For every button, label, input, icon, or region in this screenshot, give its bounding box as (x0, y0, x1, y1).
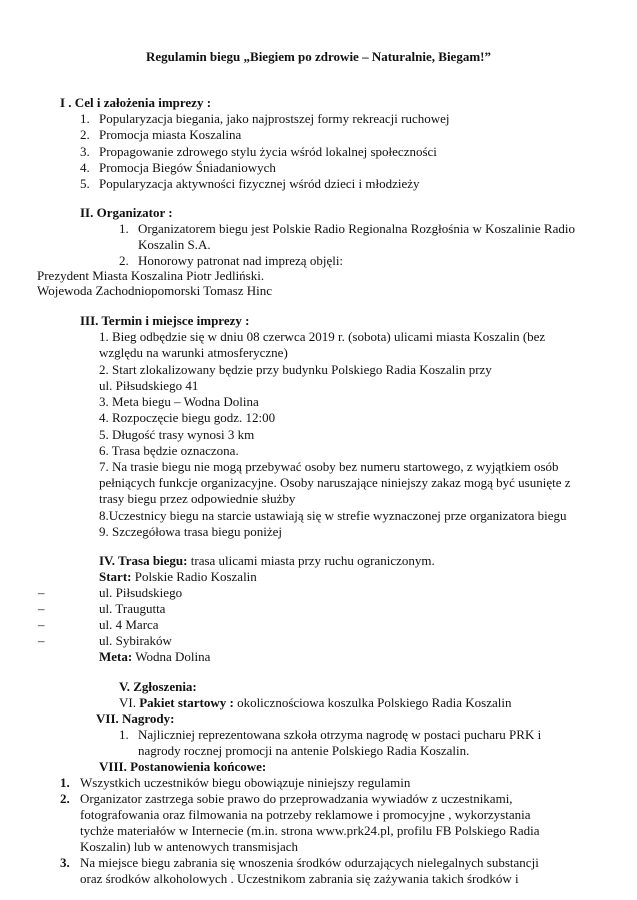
list-item: Popularyzacja aktywności fizycznej wśród dzieci i młodzieży (99, 176, 420, 191)
paragraph-line: względu na warunki atmosferyczne) (99, 345, 288, 360)
route-finish-label: Meta: (99, 649, 133, 664)
dash-bullet: – (38, 617, 45, 632)
list-item-number: 2. (60, 791, 70, 806)
list-item-number: 5. (80, 176, 90, 191)
section-5-heading: V. Zgłoszenia: (119, 679, 197, 694)
paragraph-line: 1. Bieg odbędzie się w dniu 08 czerwca 2019 r. (sobota) ulicami miasta Koszalin (bez (99, 329, 546, 344)
list-item-continuation: Koszalin) lub w antenowych transmisjach (80, 839, 299, 854)
paragraph-line: 4. Rozpoczęcie biegu godz. 12:00 (99, 410, 276, 425)
list-item: Organizatorem biegu jest Polskie Radio Regionalna Rozgłośnia w Koszalinie Radio (138, 221, 575, 236)
list-item-number: 3. (80, 144, 90, 159)
route-street: ul. Traugutta (99, 601, 166, 616)
section-6-heading: Pakiet startowy : (139, 695, 234, 710)
list-item-continuation: oraz środków alkoholowych . Uczestnikom zabrania się zażywania takich środków i (80, 871, 519, 886)
section-3-heading: III. Termin i miejsce imprezy : (80, 313, 250, 328)
paragraph-line: 5. Długość trasy wynosi 3 km (99, 427, 255, 442)
paragraph-line: 3. Meta biegu – Wodna Dolina (99, 394, 259, 409)
list-item: Organizator zastrzega sobie prawo do przeprowadzania wywiadów z uczestnikami, (80, 791, 513, 806)
list-item-number: 2. (119, 253, 129, 268)
route-street: ul. 4 Marca (99, 617, 159, 632)
section-4-heading-line (99, 553, 435, 569)
section-6-prefix: VI. (119, 695, 140, 710)
section-8-heading: VIII. Postanowienia końcowe: (99, 759, 267, 774)
list-item: Popularyzacja biegania, jako najprostszej formy rekreacji ruchowej (99, 111, 450, 126)
patron-line: Wojewoda Zachodniopomorski Tomasz Hinc (37, 283, 273, 298)
list-item-number: 1. (119, 727, 129, 742)
dash-bullet: – (38, 633, 45, 648)
route-finish-value: Wodna Dolina (132, 649, 211, 664)
dash-bullet: – (38, 585, 45, 600)
route-start-value: Polskie Radio Koszalin (131, 569, 257, 584)
list-item-continuation: fotografowania oraz filmowania na potrzeby reklamowe i promocyjne , wykorzystania (80, 807, 531, 822)
list-item-number: 1. (80, 111, 90, 126)
list-item-number: 1. (60, 775, 70, 790)
paragraph-line: ul. Piłsudskiego 41 (99, 378, 199, 393)
list-item: Najliczniej reprezentowana szkoła otrzyma nagrodę w postaci pucharu PRK i (138, 727, 542, 742)
paragraph-line: trasy biegu przez odpowiednie służby (99, 491, 296, 506)
paragraph-line: 7. Na trasie biegu nie mogą przebywać osoby bez numeru startowego, z wyjątkiem osób (99, 459, 559, 474)
document-title: Regulamin biegu „Biegiem po zdrowie – Naturalnie, Biegam!” (146, 49, 491, 64)
list-item: Wszystkich uczestników biegu obowiązuje niniejszy regulamin (80, 775, 411, 790)
section-4-description: trasa ulicami miasta przy ruchu ograniczonym. (187, 553, 435, 568)
patron-line: Prezydent Miasta Koszalina Piotr Jedliński. (37, 268, 265, 283)
paragraph-line: 2. Start zlokalizowany będzie przy budynku Polskiego Radia Koszalin przy (99, 362, 492, 377)
dash-bullet: – (38, 601, 45, 616)
list-item-continuation: Koszalin S.A. (138, 237, 211, 252)
section-1-heading: I . Cel i założenia imprezy : (60, 95, 212, 110)
list-item-continuation: nagrody rocznej promocji na antenie Polskiego Radia Koszalin. (138, 743, 470, 758)
list-item: Honorowy patronat nad imprezą objęli: (138, 253, 344, 268)
section-7-heading: VII. Nagrody: (96, 711, 175, 726)
route-start-label: Start: (99, 569, 132, 584)
list-item-number: 4. (80, 160, 90, 175)
route-finish-line (99, 649, 210, 665)
paragraph-line: pełniących funkcje organizacyjne. Osoby naruszające niniejszy zakaz mogą być usunięte z (99, 475, 571, 490)
paragraph-line: 8.Uczestnicy biegu na starcie ustawiają się w strefie wyznaczonej prze organizatora biegu (99, 508, 567, 523)
route-street: ul. Piłsudskiego (99, 585, 183, 600)
route-start-line (99, 569, 257, 585)
paragraph-line: 9. Szczegółowa trasa biegu poniżej (99, 524, 283, 539)
list-item: Promocja Biegów Śniadaniowych (99, 160, 276, 175)
paragraph-line: 6. Trasa będzie oznaczona. (99, 443, 239, 458)
section-6-line (119, 695, 511, 711)
list-item-number: 1. (119, 221, 129, 236)
list-item-number: 3. (60, 855, 70, 870)
section-6-value: okolicznościowa koszulka Polskiego Radia Koszalin (233, 695, 512, 710)
section-2-heading: II. Organizator : (80, 205, 173, 220)
list-item-continuation: tychże materiałów w Internecie (m.in. strona www.prk24.pl, profilu FB Polskiego Radia (80, 823, 540, 838)
route-street: ul. Sybiraków (99, 633, 172, 648)
list-item: Na miejsce biegu zabrania się wnoszenia środków odurzających nielegalnych substancji (80, 855, 539, 870)
list-item: Promocja miasta Koszalina (99, 127, 242, 142)
section-4-heading: IV. Trasa biegu: (99, 553, 188, 568)
list-item-number: 2. (80, 127, 90, 142)
list-item: Propagowanie zdrowego stylu życia wśród lokalnej społeczności (99, 144, 437, 159)
